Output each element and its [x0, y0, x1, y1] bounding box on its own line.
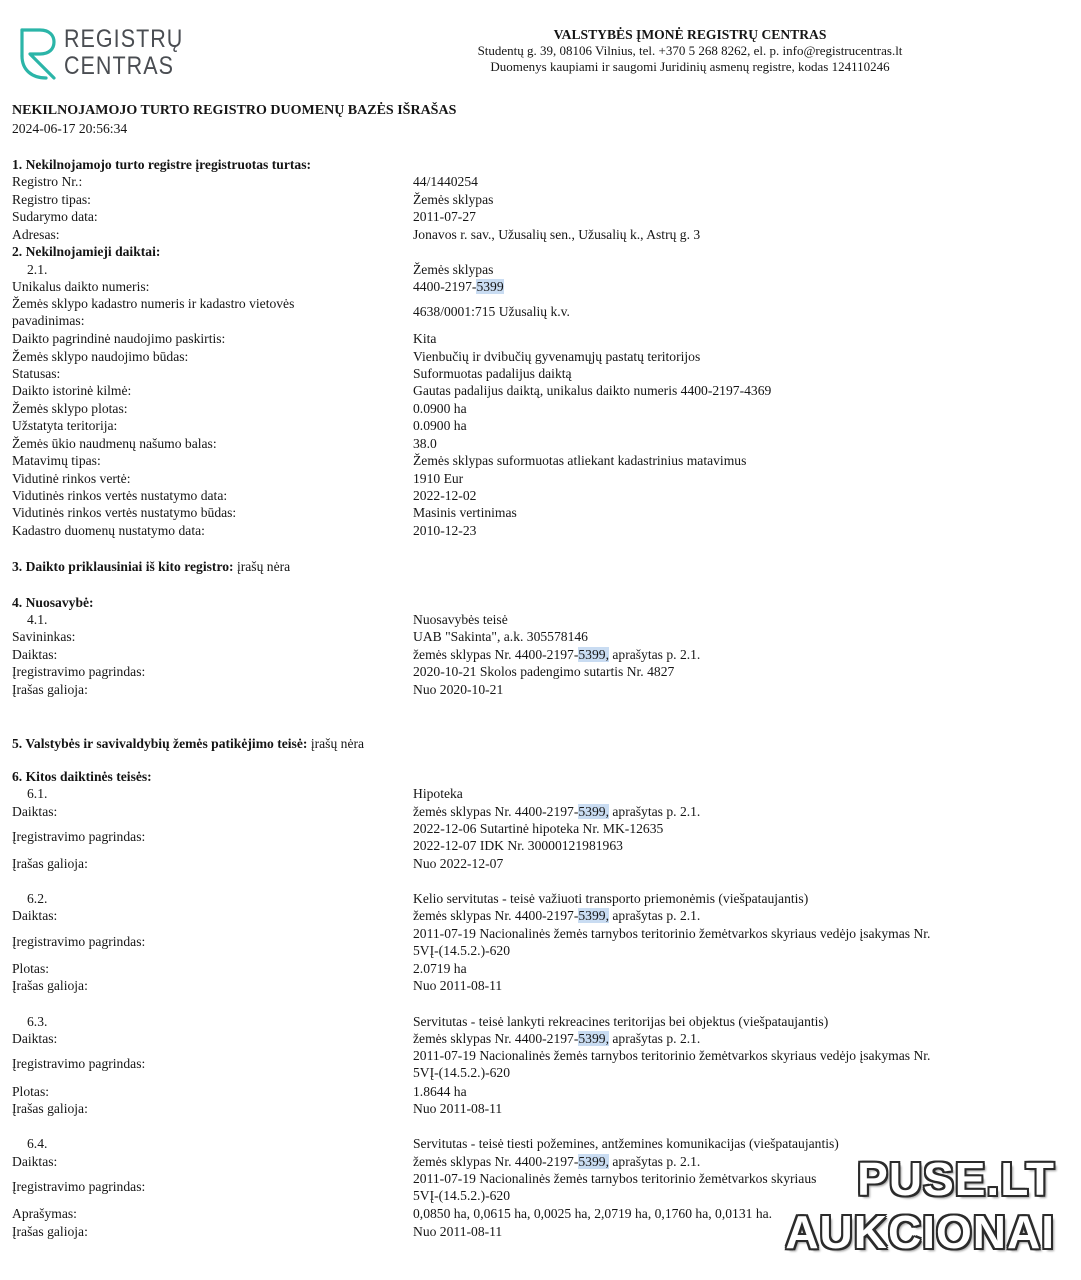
section-6-heading: 6. Kitos daiktinės teisės: [12, 769, 152, 784]
logo-line-2: CENTRAS [64, 52, 174, 80]
field-value: 1.8644 ha [413, 1084, 467, 1099]
value-line: 5VĮ-(14.5.2.)-620 [413, 1188, 511, 1203]
value-line: 2011-07-19 Nacionalinės žemės tarnybos teritorinio žemėtvarkos skyriaus vedėjo įsakymas Nr. [413, 926, 931, 941]
field-label: Įregistravimo pagrindas: [12, 1179, 146, 1194]
document-datetime: 2024-06-17 20:56:34 [12, 121, 128, 136]
field-value: Jonavos r. sav., Užusalių sen., Užusalių k., Astrų g. 3 [413, 227, 701, 242]
field-value: 2.0719 ha [413, 961, 467, 976]
section-note: įrašų nėra [310, 736, 365, 751]
field-value: 2010-12-23 [413, 523, 477, 538]
field-value: 2011-07-27 [413, 209, 476, 224]
field-value [413, 1047, 1053, 1081]
field-label: Žemės ūkio naudmenų našumo balas: [12, 436, 217, 451]
field-label: Įrašas galioja: [12, 978, 88, 993]
item-text: žemės sklypas Nr. 4400-2197- [413, 908, 579, 923]
field-label: Užstatyta teritorija: [12, 418, 118, 433]
subsection-title: Servitutas - teisė lankyti rekreacines teritorijas bei objektus (viešpataujantis) [413, 1014, 829, 1029]
section-note: įrašų nėra [236, 559, 291, 574]
field-label-line: Žemės sklypo kadastro numeris ir kadastro vietovės [12, 296, 295, 311]
watermark-line-2: AUKCIONAI [785, 1206, 1055, 1258]
item-text: žemės sklypas Nr. 4400-2197- [413, 1031, 579, 1046]
unique-number [413, 278, 1053, 295]
field-label: Įrašas galioja: [12, 682, 88, 697]
field-value [413, 907, 1053, 924]
item-text: žemės sklypas Nr. 4400-2197- [413, 804, 579, 819]
highlighted-number: 5399, [578, 1031, 609, 1046]
unique-number-prefix: 4400-2197- [413, 279, 477, 294]
field-value: Žemės sklypas suformuotas atliekant kadastrinius matavimus [413, 453, 747, 468]
issuer-header [300, 27, 1080, 75]
value-line: 5VĮ-(14.5.2.)-620 [413, 1065, 511, 1080]
field-label: Savininkas: [12, 629, 76, 644]
subsection-number: 6.4. [27, 1136, 48, 1151]
field-label-line: pavadinimas: [12, 313, 85, 328]
field-label: Daikto istorinė kilmė: [12, 383, 132, 398]
field-label: Įregistravimo pagrindas: [12, 829, 146, 844]
field-label: Įrašas galioja: [12, 1224, 88, 1239]
field-value: 38.0 [413, 436, 437, 451]
field-label: Daiktas: [12, 1031, 58, 1046]
item-text: aprašytas p. 2.1. [608, 804, 701, 819]
field-value [413, 820, 1053, 854]
field-value: Žemės sklypas [413, 192, 494, 207]
field-label: Įregistravimo pagrindas: [12, 664, 146, 679]
field-label: Registro Nr.: [12, 174, 83, 189]
subsection-number: 6.1. [27, 786, 48, 801]
subsection-title: Hipoteka [413, 786, 463, 801]
field-value: Vienbučių ir dvibučių gyvenamųjų pastatų teritorijos [413, 349, 701, 364]
field-value: 2022-12-02 [413, 488, 477, 503]
field-value: Nuo 2011-08-11 [413, 1101, 503, 1116]
field-label: Unikalus daikto numeris: [12, 279, 150, 294]
section-2-heading: 2. Nekilnojamieji daiktai: [12, 244, 161, 259]
section-heading-text: 3. Daikto priklausiniai iš kito registro: [12, 559, 234, 574]
document-title: NEKILNOJAMOJO TURTO REGISTRO DUOMENŲ BAZĖS IŠRAŠAS [12, 103, 457, 118]
field-label: Daiktas: [12, 908, 58, 923]
field-value: Masinis vertinimas [413, 505, 517, 520]
field-value: Nuo 2020-10-21 [413, 682, 504, 697]
highlighted-number: 5399 [476, 279, 504, 294]
section-1-heading: 1. Nekilnojamojo turto registre įregistruotas turtas: [12, 157, 312, 172]
field-value [413, 803, 1053, 820]
section-4-heading: 4. Nuosavybė: [12, 595, 94, 610]
highlighted-number: 5399, [578, 804, 609, 819]
item-text: aprašytas p. 2.1. [608, 908, 701, 923]
highlighted-number: 5399, [578, 647, 609, 662]
field-value: 44/1440254 [413, 174, 478, 189]
item-text: aprašytas p. 2.1. [608, 647, 701, 662]
value-line: 2022-12-06 Sutartinė hipoteka Nr. MK-12635 [413, 821, 664, 836]
subsection-title: Servitutas - teisė tiesti požemines, antžemines komunikacijas (viešpataujantis) [413, 1136, 839, 1151]
item-text: žemės sklypas Nr. 4400-2197- [413, 1154, 579, 1169]
field-label: Daiktas: [12, 804, 58, 819]
field-label: Žemės sklypo naudojimo būdas: [12, 349, 189, 364]
field-value: Suformuotas padalijus daiktą [413, 366, 572, 381]
field-label: Įregistravimo pagrindas: [12, 934, 146, 949]
field-label: Aprašymas: [12, 1206, 77, 1221]
section-heading-text: 5. Valstybės ir savivaldybių žemės patikėjimo teisė: [12, 736, 308, 751]
field-label [12, 295, 402, 329]
field-label: Vidutinės rinkos vertės nustatymo būdas: [12, 505, 237, 520]
field-value [413, 925, 1053, 959]
field-value: Nuo 2011-08-11 [413, 978, 503, 993]
field-label: Plotas: [12, 1084, 50, 1099]
field-value: 1910 Eur [413, 471, 464, 486]
field-label: Daiktas: [12, 647, 58, 662]
field-value: UAB "Sakinta", a.k. 305578146 [413, 629, 588, 644]
item-text: aprašytas p. 2.1. [608, 1031, 701, 1046]
subsection-title: Nuosavybės teisė [413, 612, 508, 627]
issuer-contacts: Studentų g. 39, 08106 Vilnius, tel. +370 5 268 8262, el. p. info@registrucentras.lt [477, 43, 903, 58]
subsection-number: 6.3. [27, 1014, 48, 1029]
field-value: Kita [413, 331, 437, 346]
field-label: Įrašas galioja: [12, 856, 88, 871]
field-value [413, 1030, 1053, 1047]
item-text: aprašytas p. 2.1. [608, 1154, 701, 1169]
subsection-number: 6.2. [27, 891, 48, 906]
highlighted-number: 5399, [578, 908, 609, 923]
subsection-number: 4.1. [27, 612, 48, 627]
field-label: Vidutinė rinkos vertė: [12, 471, 131, 486]
item-text: žemės sklypas Nr. 4400-2197- [413, 647, 579, 662]
field-label: Matavimų tipas: [12, 453, 101, 468]
field-label: Kadastro duomenų nustatymo data: [12, 523, 205, 538]
subsection-number: 2.1. [27, 262, 48, 277]
issuer-registry-note: Duomenys kaupiami ir saugomi Juridinių asmenų registre, kodas 124110246 [490, 59, 890, 74]
field-label: Statusas: [12, 366, 61, 381]
section-5-heading [12, 735, 364, 752]
field-value: 0.0900 ha [413, 418, 467, 433]
field-value: Nuo 2011-08-11 [413, 1224, 503, 1239]
watermark-line-1: PUSE.LT [857, 1153, 1055, 1205]
field-value: 4638/0001:715 Užusalių k.v. [413, 304, 570, 319]
registrucentras-logo-icon [18, 26, 62, 80]
logo-line-1: REGISTRŲ [64, 25, 184, 53]
highlighted-number: 5399, [578, 1154, 609, 1169]
registrucentras-logo [18, 26, 188, 82]
value-line: 2022-12-07 IDK Nr. 30000121981963 [413, 838, 623, 853]
field-label: Daikto pagrindinė naudojimo paskirtis: [12, 331, 226, 346]
section-3-heading [12, 558, 290, 575]
field-label: Žemės sklypo plotas: [12, 401, 128, 416]
value-line: 2011-07-19 Nacionalinės žemės tarnybos teritorinio žemėtvarkos skyriaus [413, 1171, 817, 1186]
field-value: Gautas padalijus daiktą, unikalus daikto numeris 4400-2197-4369 [413, 383, 772, 398]
field-label: Registro tipas: [12, 192, 91, 207]
field-label: Sudarymo data: [12, 209, 98, 224]
subsection-title: Žemės sklypas [413, 262, 494, 277]
subsection-title: Kelio servitutas - teisė važiuoti transporto priemonėmis (viešpataujantis) [413, 891, 809, 906]
issuer-title: VALSTYBĖS ĮMONĖ REGISTRŲ CENTRAS [553, 27, 827, 42]
field-value [413, 646, 1053, 663]
field-value: 0,0850 ha, 0,0615 ha, 0,0025 ha, 2,0719 ha, 0,1760 ha, 0,0131 ha. [413, 1206, 773, 1221]
field-value: 2020-10-21 Skolos padengimo sutartis Nr. 4827 [413, 664, 675, 679]
field-label: Vidutinės rinkos vertės nustatymo data: [12, 488, 228, 503]
value-line: 2011-07-19 Nacionalinės žemės tarnybos teritorinio žemėtvarkos skyriaus vedėjo įsakymas Nr. [413, 1048, 931, 1063]
field-label: Adresas: [12, 227, 60, 242]
field-label: Daiktas: [12, 1154, 58, 1169]
field-label: Įregistravimo pagrindas: [12, 1056, 146, 1071]
field-value: 0.0900 ha [413, 401, 467, 416]
field-label: Plotas: [12, 961, 50, 976]
field-value: Nuo 2022-12-07 [413, 856, 504, 871]
value-line: 5VĮ-(14.5.2.)-620 [413, 943, 511, 958]
field-label: Įrašas galioja: [12, 1101, 88, 1116]
